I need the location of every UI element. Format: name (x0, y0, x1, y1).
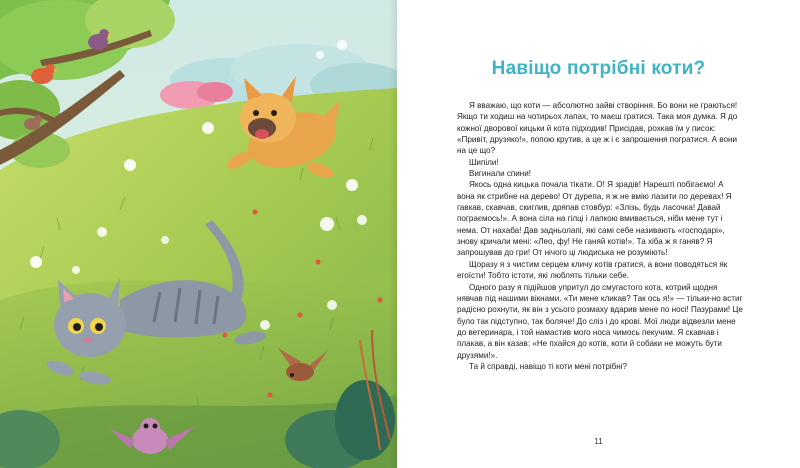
paragraph: Я вважаю, що коти — абсолютно зайві створіння. Бо вони не граються! Якщо ти ходиш на чотирьох лапах, то маєш гратися. Така моя думка. Я до кожної дворової кицьки й кота підходив! Присідав, рохкав їм у писок: «Привіт, друзяко!», попою крутив, а це ж і є запрошення погратися. А вони на це що? (457, 101, 738, 156)
paragraph: Якось одна кицька почала тікати. О! Я зрадів! Нарешті побігаємо! А вона як стрибне на дерево! От дурепа, я ж не вмію лазити по деревах! Я гавкав, скавчав, скиглив, дряпав стовбур: «Злізь, будь ласочка! Давай пограємось!». А вона сіла на гілці і лапкою вмивається, ніби мене тут і нема. От нахаба! Дав задньолапі, які самі себе називають «господарі», знову кричали мені: «Лео, фу! Не ганяй котів!». Та хіба ж я ганяв? Я запрошував до гри! От нічого ці людиська не розуміють! (457, 180, 732, 258)
paragraph: Шипіли! (469, 157, 499, 167)
text-page (397, 0, 800, 468)
paragraph: Вигинали спини! (469, 169, 532, 179)
paragraph: Одного разу я підійшов упритул до смугастого кота, котрий щодня нявчав під нашими вікнами. «Ти мене кликав? Так ось я!» — тільки-но встиг радісно рохнути, як він з усього розмаху вдарив мене по носі! Пазурами! Це було так підступно, так боляче! До сліз і до крові. Мої люди відвезли мене до ветеринара, і той намастив мого носа чимось пекучим. Я скавчав і плакав, а він казав: «Не пхайся до котів, коти й собаки не можуть бути друзями!». (457, 282, 743, 360)
paragraph: Та й справді, навіщо ті коти мені потрібні? (469, 361, 628, 371)
paragraph: Щоразу я з чистим серцем кличу котів гратися, а вони поводяться як егоїсти! Тобто істоти, які люблять тільки себе. (457, 259, 728, 281)
page-number: 11 (594, 437, 603, 446)
page-title: Навіщо потрібні коти? (491, 58, 706, 79)
illustration (0, 0, 397, 468)
story-text (457, 100, 743, 372)
illustration-page (0, 0, 397, 468)
